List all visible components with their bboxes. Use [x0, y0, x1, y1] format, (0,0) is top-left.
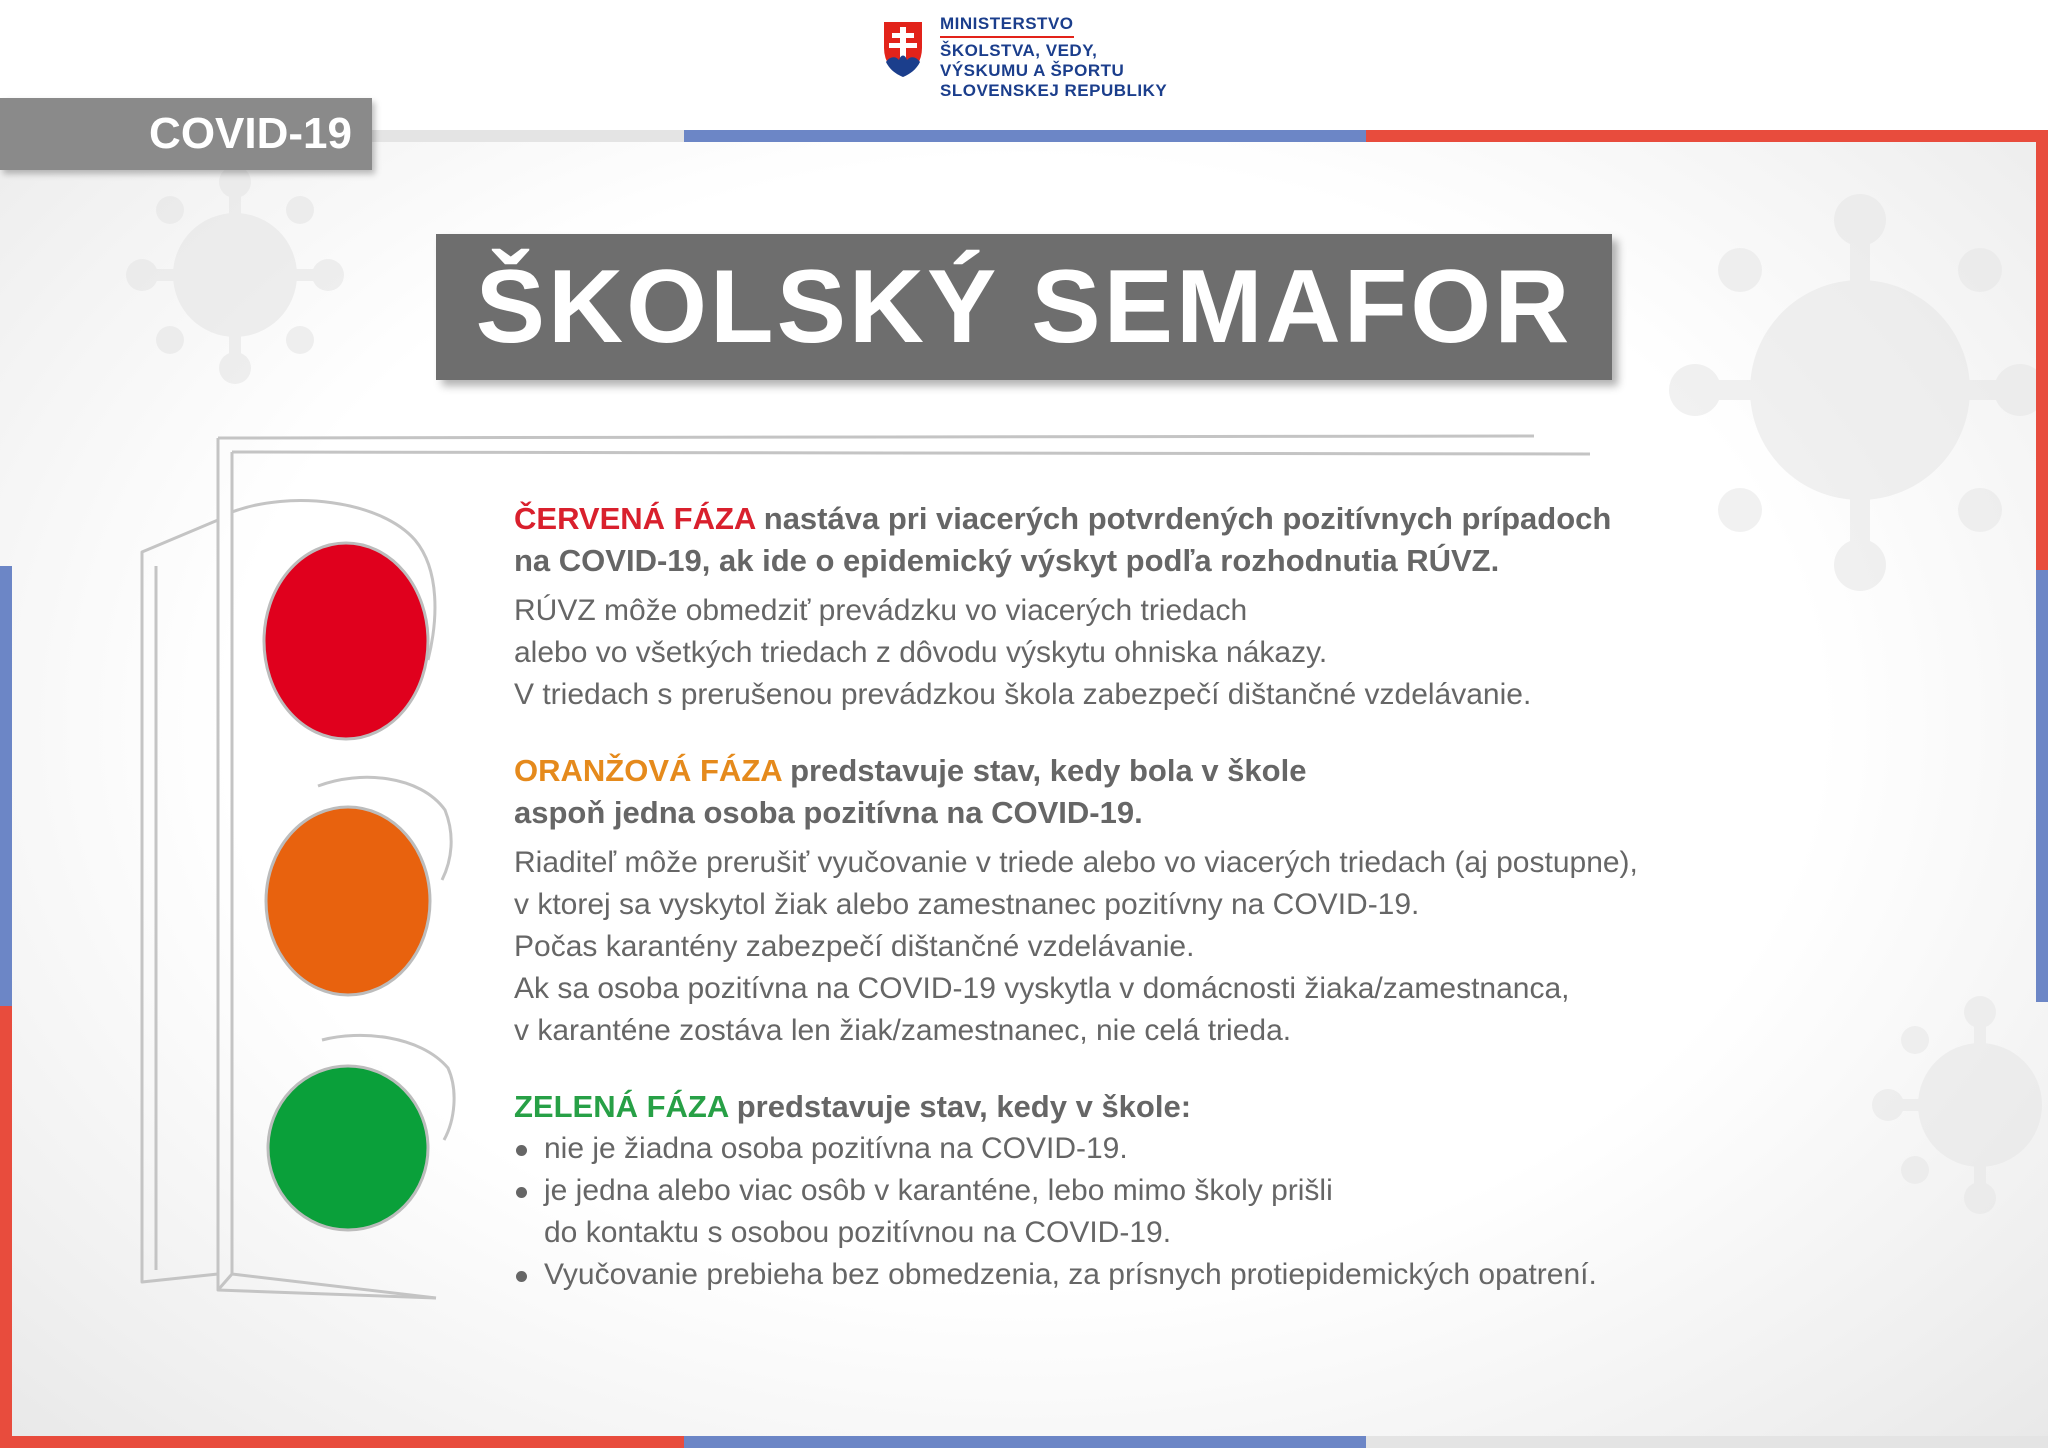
ministry-name-line: SLOVENSKEJ REPUBLIKY	[940, 81, 1168, 100]
red-phase-heading-text: na COVID-19, ak ide o epidemický výskyt podľa rozhodnutia RÚVZ.	[514, 543, 1500, 578]
list-item-text: do kontaktu s osobou pozitívnou na COVID-19.	[544, 1216, 1172, 1249]
ministry-name-line: MINISTERSTVO	[940, 14, 1074, 38]
green-light-icon	[268, 1066, 428, 1230]
ministry-name-line: ŠKOLSTVA, VEDY,	[940, 41, 1098, 60]
green-phase-heading	[514, 1086, 1814, 1128]
list-item	[514, 1128, 1814, 1170]
red-phase-heading-text: nastáva pri viacerých potvrdených pozitívnych prípadoch	[755, 501, 1612, 536]
green-phase-list	[514, 1128, 1814, 1296]
list-item-text: nie je žiadna osoba pozitívna na COVID-19.	[544, 1132, 1128, 1165]
orange-phase-heading	[514, 750, 1814, 834]
ministry-name-line: VÝSKUMU A ŠPORTU	[940, 61, 1125, 80]
body-line: Ak sa osoba pozitívna na COVID-19 vyskytla v domácnosti žiaka/zamestnanca,	[514, 972, 1570, 1005]
red-phase-label: ČERVENÁ FÁZA	[514, 501, 756, 536]
body-line: v ktorej sa vyskytol žiak alebo zamestnanec pozitívny na COVID-19.	[514, 888, 1420, 921]
green-phase-section	[514, 1086, 1814, 1296]
body-line: Riaditeľ môže prerušiť vyučovanie v triede alebo vo viacerých triedach (aj postupne),	[514, 846, 1638, 879]
red-phase-section	[514, 498, 1814, 716]
orange-phase-label: ORANŽOVÁ FÁZA	[514, 753, 782, 788]
orange-phase-heading-text: aspoň jedna osoba pozitívna na COVID-19.	[514, 795, 1143, 830]
bullet-icon	[516, 1145, 527, 1156]
green-phase-label: ZELENÁ FÁZA	[514, 1089, 729, 1124]
orange-phase-section	[514, 750, 1814, 1052]
body-line: RÚVZ môže obmedziť prevádzku vo viacerých triedach	[514, 594, 1248, 627]
red-light-icon	[264, 543, 428, 739]
green-phase-heading-text: predstavuje stav, kedy v škole:	[728, 1089, 1192, 1124]
body-line: Počas karantény zabezpečí dištančné vzdelávanie.	[514, 930, 1195, 963]
red-phase-body	[514, 590, 1814, 716]
covid-tag: COVID-19	[0, 98, 372, 170]
page-title: ŠKOLSKÝ SEMAFOR	[436, 234, 1612, 380]
bullet-icon	[516, 1187, 527, 1198]
list-item	[514, 1254, 1814, 1296]
body-line: v karanténe zostáva len žiak/zamestnanec, nie celá trieda.	[514, 1014, 1292, 1047]
bullet-icon	[516, 1271, 527, 1282]
red-phase-heading	[514, 498, 1814, 582]
list-item-text: je jedna alebo viac osôb v karanténe, lebo mimo školy prišli	[544, 1174, 1333, 1207]
list-item	[514, 1170, 1814, 1254]
orange-phase-heading-text: predstavuje stav, kedy bola v škole	[781, 753, 1307, 788]
orange-phase-body	[514, 842, 1814, 1052]
list-item-text: Vyučovanie prebieha bez obmedzenia, za prísnych protiepidemických opatrení.	[544, 1258, 1597, 1291]
body-line: V triedach s prerušenou prevádzkou škola zabezpečí dištančné vzdelávanie.	[514, 678, 1532, 711]
orange-light-icon	[266, 807, 430, 995]
body-line: alebo vo všetkých triedach z dôvodu výskytu ohniska nákazy.	[514, 636, 1328, 669]
phase-descriptions	[514, 498, 1814, 1322]
